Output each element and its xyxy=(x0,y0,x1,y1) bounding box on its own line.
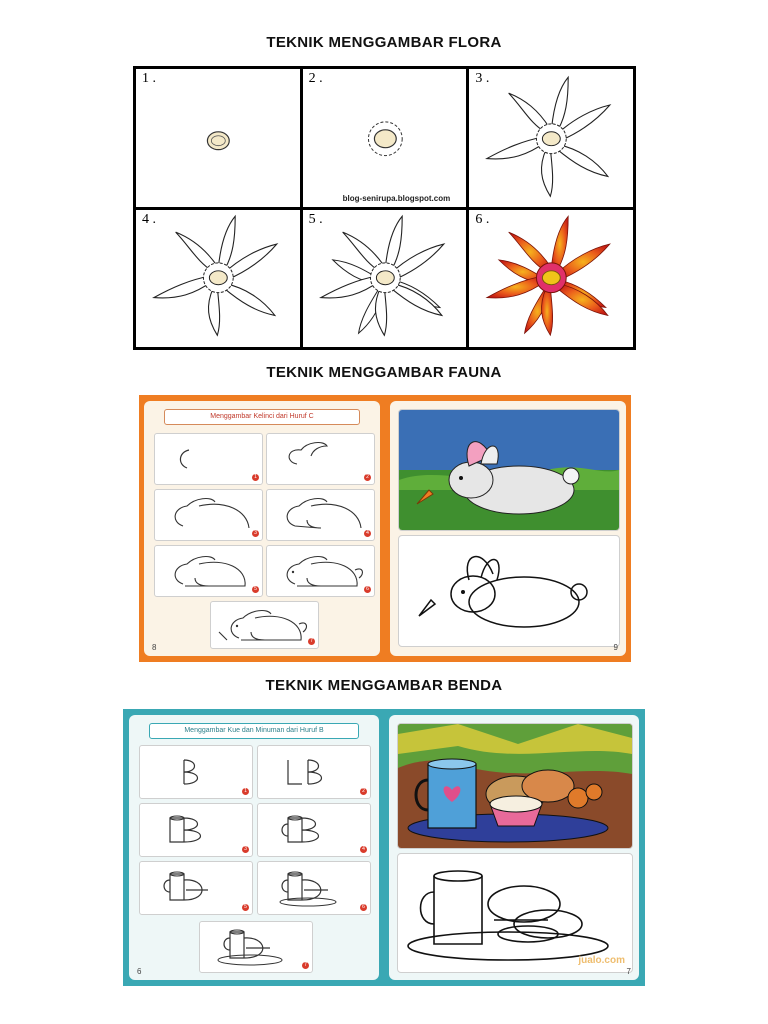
flora-step-4 xyxy=(136,210,300,348)
cup-side-sketch xyxy=(258,746,370,798)
step-badge: 6 xyxy=(364,586,371,593)
flora-steps-grid xyxy=(133,66,636,350)
flora-step-1 xyxy=(136,69,300,207)
flora-step-6 xyxy=(469,210,633,348)
cup-cake-sketch xyxy=(140,804,252,856)
step-badge: 5 xyxy=(252,586,259,593)
fauna-page-header: Menggambar Kelinci dari Huruf C xyxy=(164,409,360,425)
step-badge: 5 xyxy=(242,904,249,911)
step-number: 5 . xyxy=(308,211,323,227)
fauna-step-4 xyxy=(266,489,375,541)
fauna-left-page xyxy=(144,401,380,656)
rabbit-final-sketch xyxy=(211,602,318,648)
rabbit-colored-illustration xyxy=(398,409,620,531)
benda-step-2 xyxy=(257,745,371,799)
step-badge: 7 xyxy=(308,638,315,645)
cup-cake-painting xyxy=(398,724,632,848)
rabbit-painting xyxy=(399,410,619,530)
step-badge: 1 xyxy=(242,788,249,795)
step-number: 4 . xyxy=(142,211,156,227)
flora-watermark: blog-senirupa.blogspot.com xyxy=(342,193,451,203)
cup-donut-sketch xyxy=(140,862,252,914)
step-badge: 3 xyxy=(242,846,249,853)
step-number: 2 . xyxy=(308,71,323,86)
benda-left-page xyxy=(129,715,379,980)
cup-handle-sketch xyxy=(258,804,370,856)
flora-step-3 xyxy=(469,69,633,207)
fauna-book-spread xyxy=(139,395,631,662)
benda-step-4 xyxy=(257,803,371,857)
flower-colored-drawing xyxy=(469,210,633,348)
benda-step-6 xyxy=(257,861,371,915)
fauna-step-6 xyxy=(266,545,375,597)
benda-book-spread xyxy=(123,709,645,986)
step-badge: 6 xyxy=(360,904,367,911)
fauna-step-2 xyxy=(266,433,375,485)
flower-stamen-drawing xyxy=(303,69,467,207)
cup-colored-illustration xyxy=(397,723,633,849)
fauna-right-page xyxy=(390,401,626,656)
benda-step-1 xyxy=(139,745,253,799)
benda-title: TEKNIK MENGGAMBAR BENDA xyxy=(265,677,503,694)
cup-final-sketch xyxy=(200,922,312,972)
fauna-step-1 xyxy=(154,433,263,485)
page-number: 8 xyxy=(152,643,157,652)
fauna-title: TEKNIK MENGGAMBAR FAUNA xyxy=(266,364,502,381)
letter-b-sketch xyxy=(140,746,252,798)
page-number: 7 xyxy=(626,967,631,976)
rabbit-line-drawing xyxy=(399,536,619,646)
step-number: 1 . xyxy=(142,71,156,86)
flower-outline-drawing xyxy=(136,210,300,348)
flower-petals-drawing xyxy=(469,69,633,207)
flora-step-5 xyxy=(303,210,467,348)
benda-page-header: Menggambar Kue dan Minuman dari Huruf B xyxy=(149,723,359,739)
step-badge: 4 xyxy=(360,846,367,853)
cup-plate-sketch xyxy=(258,862,370,914)
fauna-step-7 xyxy=(210,601,319,649)
step-badge: 7 xyxy=(302,962,309,969)
rabbit-detail-sketch xyxy=(267,546,374,596)
flora-title: TEKNIK MENGGAMBAR FLORA xyxy=(266,34,502,51)
rabbit-tail-sketch xyxy=(155,546,262,596)
page-number: 6 xyxy=(137,967,142,976)
jualo-watermark: jualo.com xyxy=(578,955,625,966)
letter-c-sketch xyxy=(155,434,262,484)
benda-step-7 xyxy=(199,921,313,973)
fauna-step-5 xyxy=(154,545,263,597)
step-badge: 4 xyxy=(364,530,371,537)
rabbit-outline-illustration xyxy=(398,535,620,647)
rabbit-head-sketch xyxy=(267,434,374,484)
rabbit-body-sketch xyxy=(155,490,262,540)
rabbit-legs-sketch xyxy=(267,490,374,540)
step-badge: 2 xyxy=(364,474,371,481)
flower-layered-drawing xyxy=(303,210,467,348)
step-number: 3 . xyxy=(475,71,490,86)
step-number: 6 . xyxy=(475,211,490,227)
flora-step-2 xyxy=(303,69,467,207)
page-number: 9 xyxy=(613,643,618,652)
benda-right-page xyxy=(389,715,639,980)
benda-step-3 xyxy=(139,803,253,857)
fauna-step-3 xyxy=(154,489,263,541)
benda-step-5 xyxy=(139,861,253,915)
flower-center-drawing xyxy=(136,69,300,207)
step-badge: 2 xyxy=(360,788,367,795)
step-badge: 3 xyxy=(252,530,259,537)
step-badge: 1 xyxy=(252,474,259,481)
